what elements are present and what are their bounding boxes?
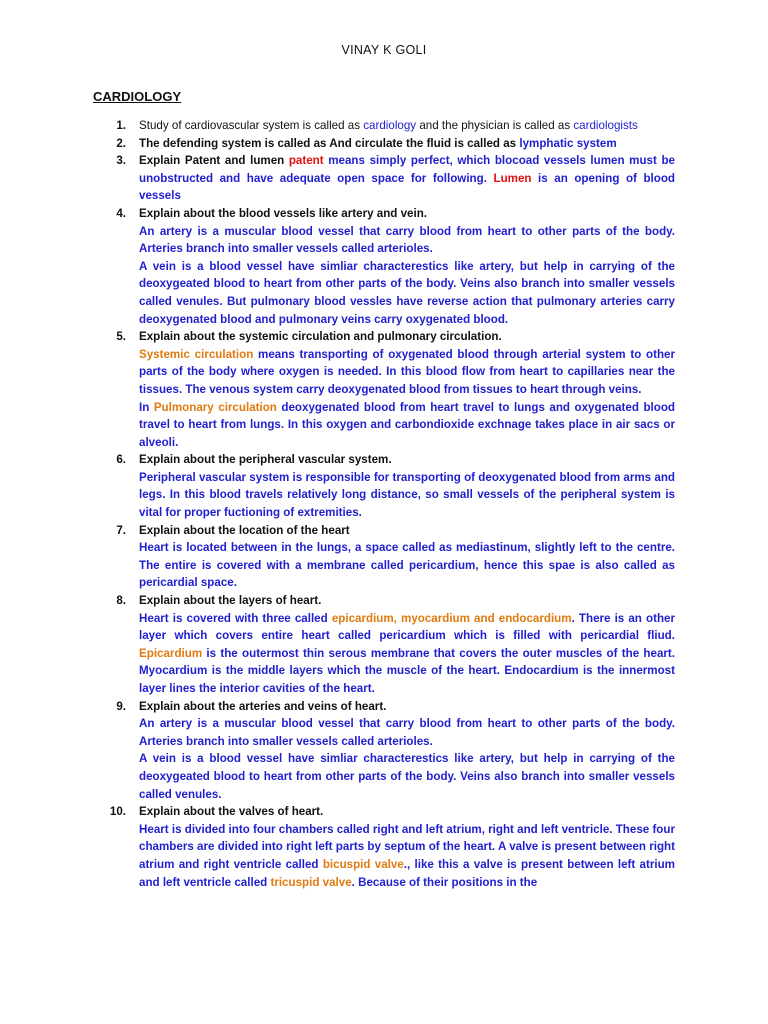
list-item [100,152,675,205]
text-run: Peripheral vascular system is responsible for transporting of deoxygenated blood from arms and legs. In this blood travels relatively long distance, so small vessels of the peripheral system is vital for proper fuctioning of extremities. [139,470,675,520]
text-run: An artery is a muscular blood vessel that carry blood from heart to other parts of the body. Arteries branch into smaller vessels called arterioles. [139,224,675,256]
text-run: The defending system is called as And circulate the fluid is called as [139,136,520,150]
text-run: tricuspid valve [270,875,352,889]
text-run: Epicardium [139,646,203,660]
item-number: 2. [116,136,126,150]
text-run: cardiology [363,119,417,132]
question-text [139,135,675,153]
list-item [100,522,675,592]
question-text [139,451,675,469]
answer-paragraph [139,610,675,698]
answer-paragraph [139,539,675,592]
text-run: deoxygenated blood from heart travel to lungs and oxygenated blood travel to heart from lungs. In this oxygen and carbondioxide exchnage takes place in air sacs or alveoli. [139,400,676,449]
item-number: 6. [116,453,126,467]
text-run: . There is an other layer which covers entire heart called pericardium which is filled with pericardial fliud. [139,611,675,643]
question-text [139,205,675,223]
text-run: Heart is covered with three called [139,611,332,625]
text-run: oad vessels lumen must be unobstructed and have adequate open space for following. [139,154,675,185]
text-run: Systemic circulation [139,347,254,361]
question-text [139,117,675,135]
text-run: Heart is divided into four chambers called right and left atrium, right and left ventricle. These four chambers are divided into right left parts by septum of the heart. A valve is present between right atrium and right ventricle called [139,822,675,871]
text-run: Explain about the peripheral vascular system. [139,453,392,467]
item-number: 4. [116,206,126,220]
answer-paragraph [139,346,675,399]
item-number: 8. [116,594,126,608]
question-text [139,698,675,716]
author-name: VINAY K GOLI [341,43,427,57]
text-run: Explain about the blood vessels like artery and vein. [139,206,428,220]
item-number: 10. [109,805,126,819]
text-run: cardiologists [573,119,638,132]
text-run: bicuspid valve [322,857,404,871]
answer-paragraph [139,821,675,891]
text-run: A vein is a blood vessel have simliar characterestics like artery, but help in carrying of the deoxygeated blood to heart from other parts of the body. Veins also branch into smaller vessels called venules. [139,752,675,801]
text-run: patent [288,154,324,168]
text-run: Explain about the layers of heart. [139,594,322,608]
text-run: An artery is a muscular blood vessel that carry blood from heart to other parts of the body. Arteries branch into smaller vessels called arterioles. [139,717,675,748]
text-run: Explain Patent and lumen [139,154,289,168]
text-run: lymphatic system [519,136,617,150]
answer-paragraph [139,469,675,522]
item-number: 5. [116,330,126,344]
text-run: means simply perfect, which bloc [323,154,519,168]
text-run: In [139,400,154,414]
answer-paragraph [139,223,675,258]
text-run: Explain about the systemic circulation and pulmonary circulation. [139,330,502,344]
text-run: epicardium, myocardium and endocardium [331,611,572,625]
item-number: 1. [116,119,126,132]
answer-paragraph [139,399,675,452]
text-run: and the physician is called as [416,119,574,132]
item-number: 9. [116,699,126,713]
text-run: is an opening of blood vessels [139,171,675,203]
text-run: Study of cardiovascular system is called as [139,119,364,132]
question-text [139,803,675,821]
question-text [139,328,675,346]
list-item [100,135,675,153]
list-item [100,803,675,891]
list-item [100,592,675,698]
item-number: 7. [116,523,126,537]
text-run: A vein is a blood vessel have simliar characterestics like artery, but help in carrying of the deoxygeated blood to heart from other parts of the body. Veins also branch into smaller vessels called venules. But pulmonary blood vessles have reverse action that pulmonary arteries carry deoxygenated blood and pulmonary veins carry oxygenated blood. [139,259,675,326]
item-number: 3. [116,154,126,168]
answer-paragraph [139,258,675,328]
list-item [100,698,675,804]
list-item [100,328,675,451]
answer-paragraph [139,750,675,803]
list-item [100,205,675,328]
answer-paragraph [139,715,675,750]
question-text [139,592,675,610]
text-run: Heart is located between in the lungs, a space called as mediastinum, slightly left to the centre. The entire is covered with a membrane called pericardium, hence this spae is also called as pericardial space. [139,541,675,590]
list-item [100,451,675,521]
text-run: Explain about the valves of heart. [139,805,324,819]
text-run: Explain about the location of the heart [139,523,350,537]
text-run: is the outermost thin serous membrane that covers the outer muscles of the heart. Myocardium is the middle layers which the muscle of the heart. Endocardium is the innermost layer lines the interior cavities of the heart. [139,646,675,695]
list-item [100,117,675,135]
question-text [139,152,675,205]
question-list [100,117,675,891]
text-run: Explain about the arteries and veins of heart. [139,699,387,713]
text-run: . Because of their positions in the [351,875,538,889]
question-text [139,522,675,540]
document-title: CARDIOLOGY [93,89,182,104]
text-run: Lumen [493,171,532,185]
text-run: means transporting of oxygenated blood through arterial system to other parts of the body where oxygen is needed. In this blood flow from heart to capillaries near the tissues. The venous system carry deoxygenated blood from tissues to heart through veins. [139,347,676,396]
text-run: Pulmonary circulation [153,400,277,414]
text-run: ., like this a valve is present between left atrium and left ventricle called [139,857,675,889]
